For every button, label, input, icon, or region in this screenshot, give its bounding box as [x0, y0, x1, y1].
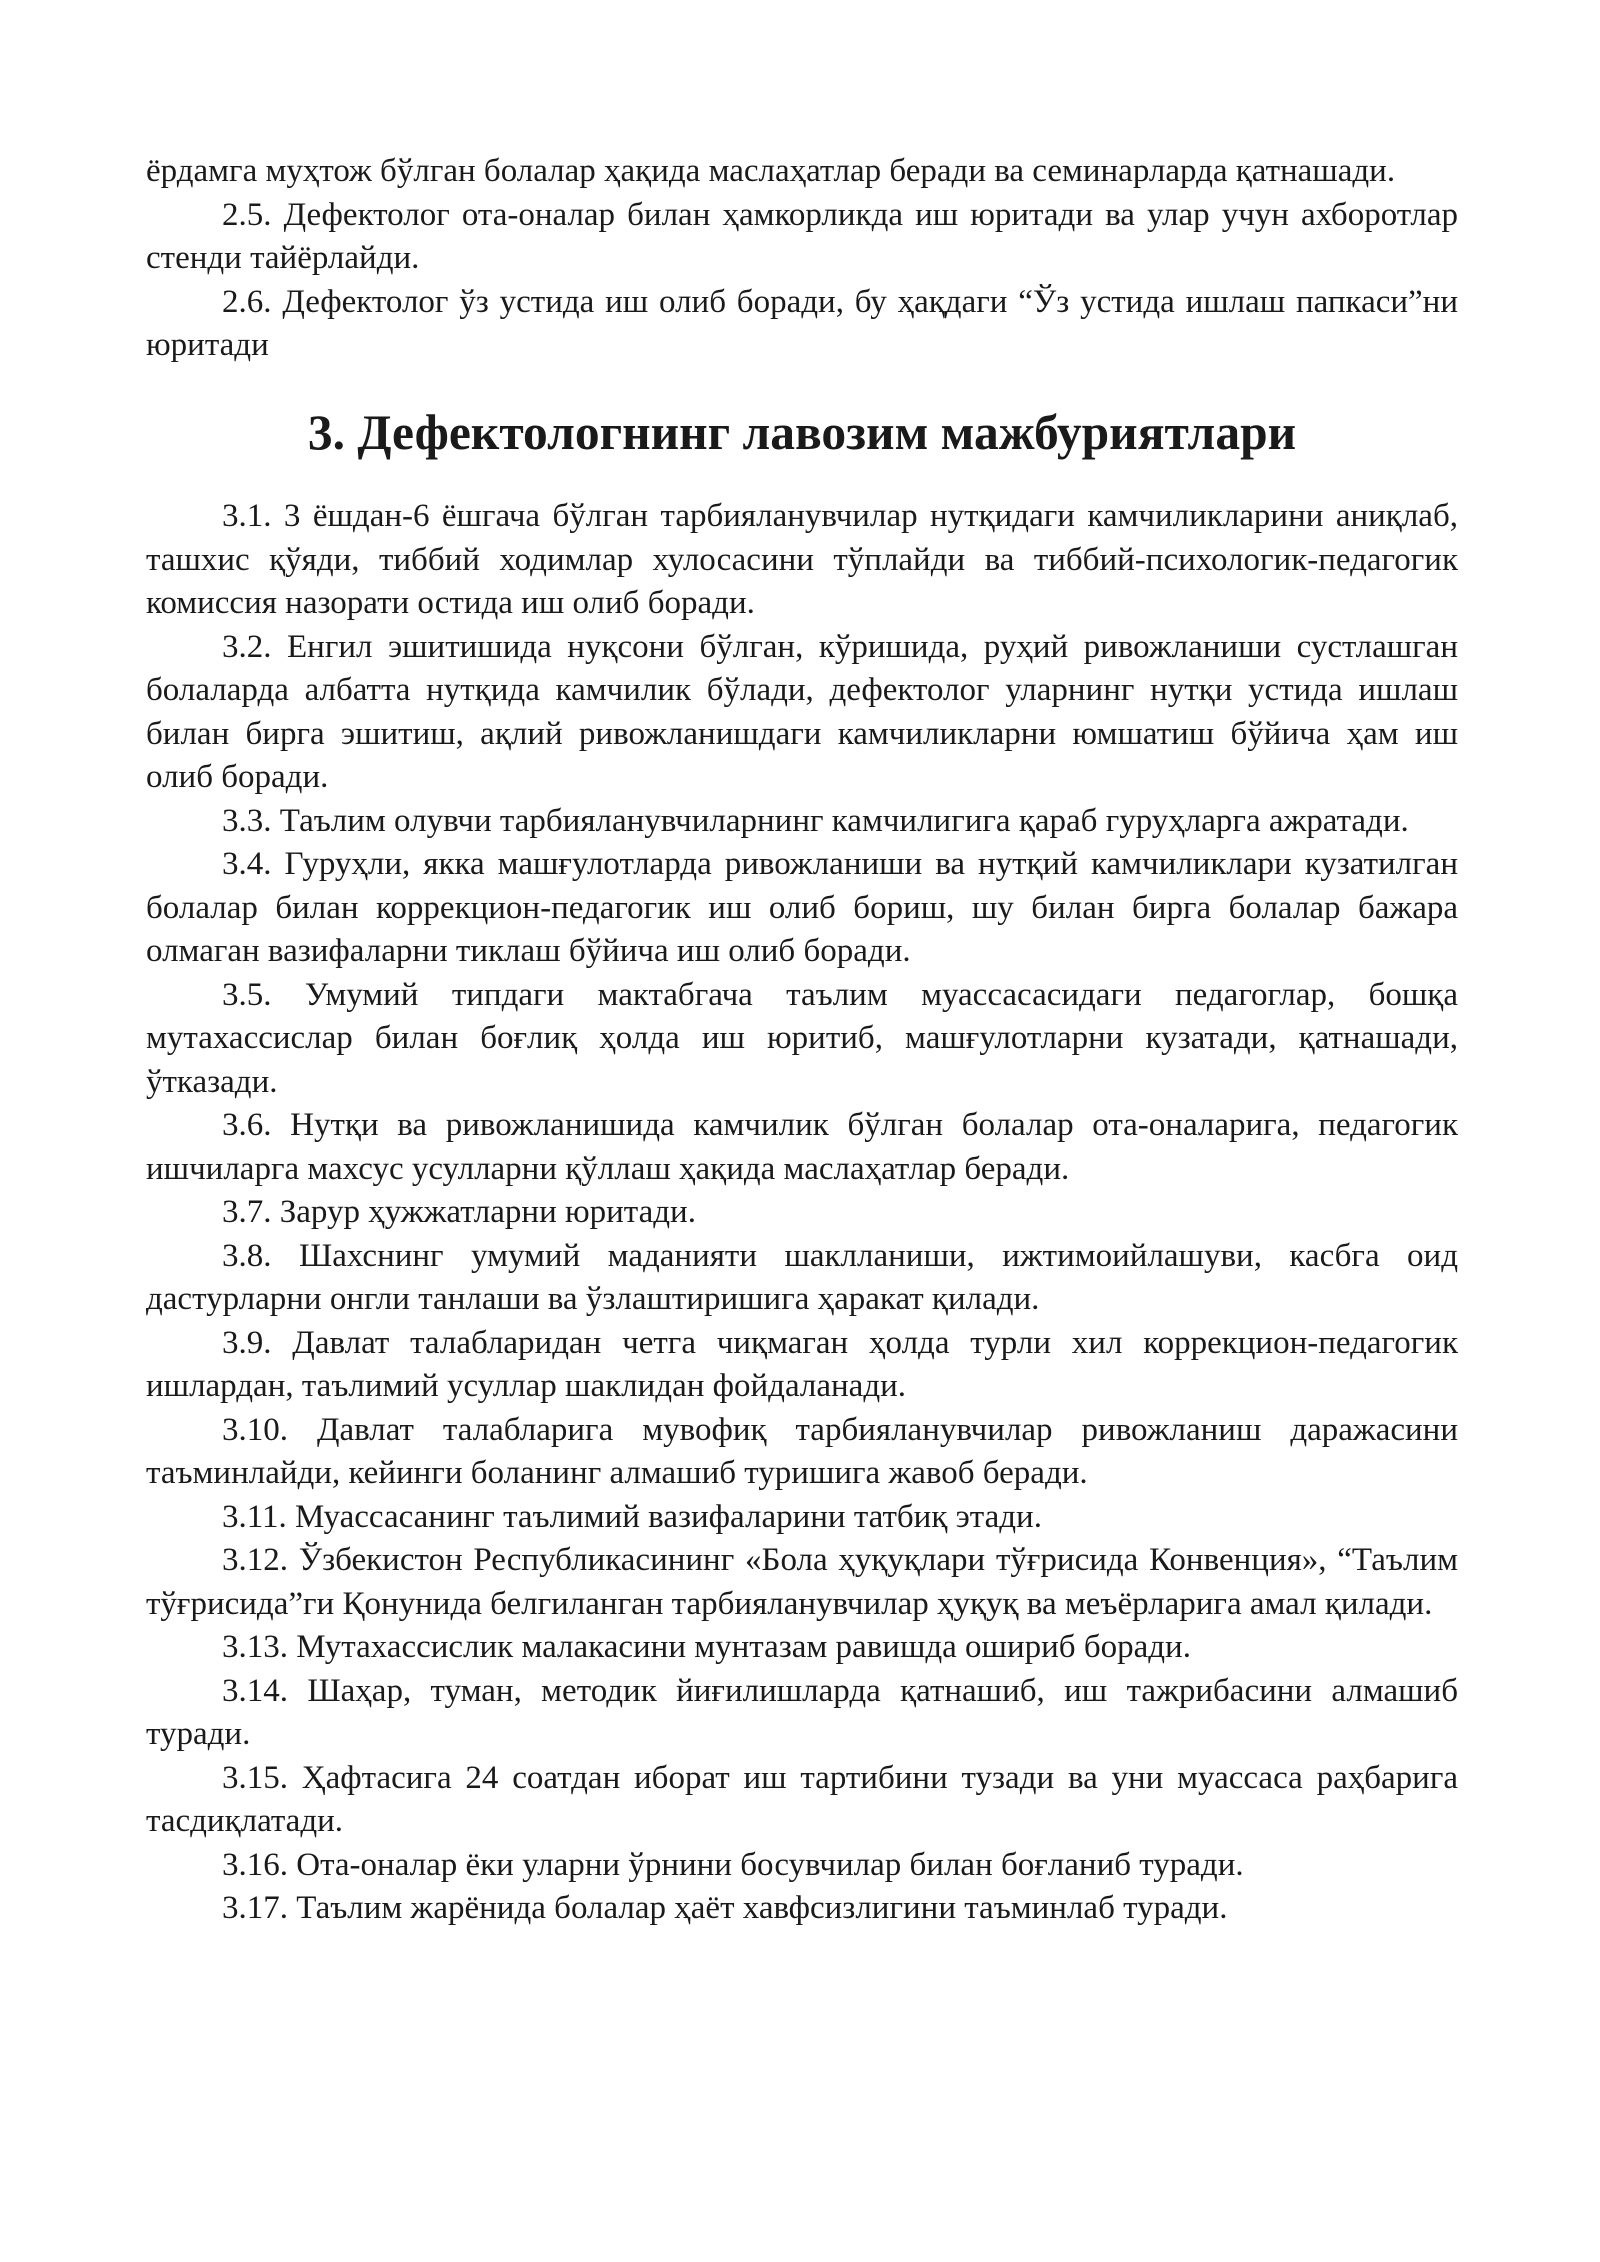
paragraph-3-7: 3.7. Зарур ҳужжатларни юритади.	[222, 1194, 696, 1230]
paragraph-3-17: 3.17. Таълим жарёнида болалар ҳаёт хавфсизлигини таъминлаб туради.	[222, 1890, 1228, 1926]
paragraph-2-5: 2.5. Дефектолог ота-оналар билан ҳамкорликда иш юритади ва улар учун ахборотлар стенди тайёрлайди.	[146, 196, 1458, 276]
paragraph-3-4: 3.4. Гуруҳли, якка машғулотларда ривожланиши ва нутқий камчиликлари кузатилган болалар билан коррекцион-педагогик иш олиб бориш, шу билан бирга болалар бажара олмаган вазифаларни тиклаш бўйича иш олиб боради.	[146, 846, 1458, 969]
paragraph-3-9: 3.9. Давлат талабларидан четга чиқмаган ҳолда турли хил коррекцион-педагогик ишлардан, таълимий усуллар шаклидан фойдаланади.	[146, 1324, 1458, 1404]
paragraph-3-10: 3.10. Давлат талабларига мувофиқ тарбияланувчилар ривожланиш даражасини таъминлайди, кейинги боланинг алмашиб туришига жавоб беради.	[146, 1411, 1458, 1491]
paragraph-3-1: 3.1. 3 ёшдан-6 ёшгача бўлган тарбияланувчилар нутқидаги камчиликларини аниқлаб, ташхис қўяди, тиббий ходимлар хулосасини тўплайди ва тиббий-психологик-педагогик комиссия назорати остида иш олиб боради.	[146, 498, 1458, 621]
paragraph-2-6: 2.6. Дефектолог ўз устида иш олиб боради, бу ҳақдаги “Ўз устида ишлаш папкаси”ни юритади	[146, 283, 1458, 363]
section-heading: 3. Дефектологнинг лавозим мажбуриятлари	[307, 404, 1297, 460]
document-body	[146, 150, 1458, 1931]
paragraph-3-3: 3.3. Таълим олувчи тарбияланувчиларнинг камчилигига қараб гуруҳларга ажратади.	[222, 802, 1409, 839]
paragraph-continuation: ёрдамга муҳтож бўлган болалар ҳақида маслаҳатлар беради ва семинарларда қатнашади.	[146, 153, 1396, 189]
paragraph-3-6: 3.6. Нутқи ва ривожланишида камчилик бўлган болалар ота-оналарига, педагогик ишчиларга махсус усулларни қўллаш ҳақида маслаҳатлар беради.	[146, 1107, 1458, 1187]
paragraph-3-11: 3.11. Муассасанинг таълимий вазифаларини татбиқ этади.	[222, 1498, 1042, 1535]
paragraph-3-2: 3.2. Енгил эшитишида нуқсони бўлган, кўришида, руҳий ривожланиши сустлашган болаларда албатта нутқида камчилик бўлади, дефектолог уларнинг нутқи устида ишлаш билан бирга эшитиш, ақлий ривожланишдаги камчиликларни юмшатиш бўйича ҳам иш олиб боради.	[146, 628, 1458, 795]
paragraph-3-13: 3.13. Мутахассислик малакасини мунтазам равишда ошириб боради.	[222, 1629, 1191, 1665]
paragraph-3-5: 3.5. Умумий типдаги мактабгача таълим муассасасидаги педагоглар, бошқа мутахассислар билан боғлиқ ҳолда иш юритиб, машғулотларни кузатади, қатнашади, ўтказади.	[146, 976, 1458, 1100]
paragraph-3-16: 3.16. Ота-оналар ёки уларни ўрнини босувчилар билан боғланиб туради.	[222, 1846, 1244, 1883]
paragraph-3-12: 3.12. Ўзбекистон Республикасининг «Бола ҳуқуқлари тўғрисида Конвенция», “Таълим тўғрисида”ги Қонунида белгиланган тарбияланувчилар ҳуқуқ ва меъёрларига амал қилади.	[146, 1542, 1458, 1622]
paragraph-3-15: 3.15. Ҳафтасига 24 соатдан иборат иш тартибини тузади ва уни муассаса раҳбарига тасдиқлатади.	[146, 1759, 1458, 1839]
paragraph-3-14: 3.14. Шаҳар, туман, методик йиғилишларда қатнашиб, иш тажрибасини алмашиб туради.	[146, 1672, 1458, 1752]
paragraph-3-8: 3.8. Шахснинг умумий маданияти шаклланиши, ижтимоийлашуви, касбга оид дастурларни онгли танлаши ва ўзлаштиришига ҳаракат қилади.	[146, 1237, 1458, 1317]
